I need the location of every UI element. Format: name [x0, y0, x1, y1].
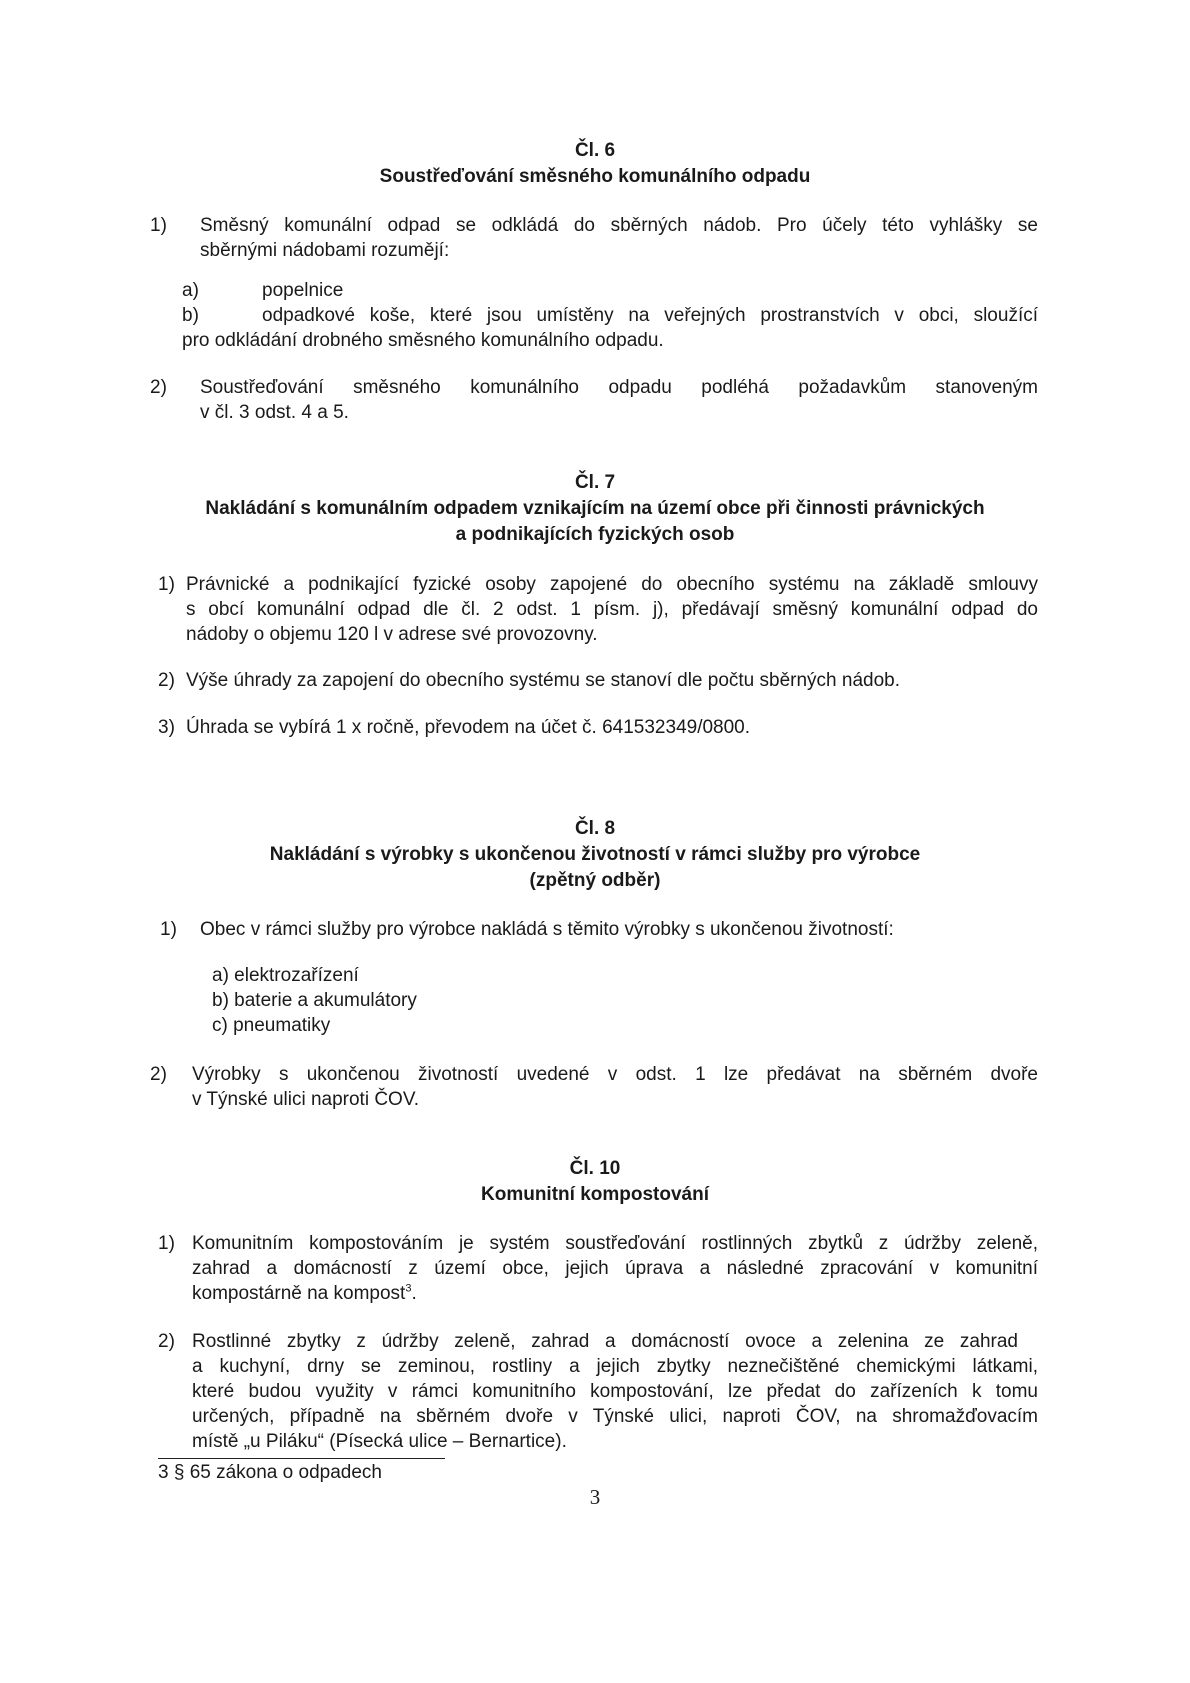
list-letter: a)	[182, 280, 199, 301]
article-number: Čl. 7	[574, 472, 616, 493]
list-letter: b)	[182, 305, 199, 326]
list-item: popelnice	[262, 280, 344, 301]
paragraph-number: 2)	[150, 377, 167, 398]
paragraph-line: v čl. 3 odst. 4 a 5.	[200, 402, 349, 423]
list-item: a) elektrozařízení	[212, 965, 359, 986]
paragraph-line: Soustřeďování směsného komunálního odpadu podléhá požadavkům stanoveným	[200, 377, 1038, 398]
paragraph-number: 2)	[158, 670, 175, 691]
paragraph-text: .	[411, 1283, 417, 1304]
paragraph-number: 3)	[158, 717, 175, 738]
article-title: Komunitní kompostování	[481, 1184, 709, 1205]
article-number: Čl. 8	[574, 818, 616, 839]
footnote-divider	[158, 1458, 445, 1459]
article-title: Soustřeďování směsného komunálního odpadu	[379, 166, 811, 187]
paragraph-line: sběrnými nádobami rozumějí:	[200, 240, 450, 261]
article-number: Čl. 10	[569, 1158, 621, 1179]
paragraph-line: Komunitním kompostováním je systém soustřeďování rostlinných zbytků z údržby zeleně,	[192, 1233, 1038, 1254]
page-number: 3	[589, 1485, 601, 1509]
footnote: 3 § 65 zákona o odpadech	[158, 1462, 382, 1483]
paragraph-line: Směsný komunální odpad se odkládá do sběrných nádob. Pro účely této vyhlášky se	[200, 215, 1038, 236]
article-title: Nakládání s výrobky s ukončenou životností v rámci služby pro výrobce	[269, 844, 921, 865]
article-title: Nakládání s komunálním odpadem vznikajícím na území obce při činnosti právnických	[205, 498, 985, 519]
list-item: b) baterie a akumulátory	[212, 990, 417, 1011]
paragraph-number: 1)	[158, 574, 175, 595]
paragraph-line: Výše úhrady za zapojení do obecního systému se stanoví dle počtu sběrných nádob.	[186, 670, 901, 691]
paragraph-line: a kuchyní, drny se zeminou, rostliny a jejich zbytky neznečištěné chemickými látkami,	[192, 1356, 1038, 1377]
paragraph-text: kompostárně na kompost	[192, 1283, 406, 1304]
paragraph-number: 1)	[160, 919, 177, 940]
article-title: (zpětný odběr)	[529, 870, 661, 891]
article-6-heading	[150, 138, 1040, 190]
paragraph-line: s obcí komunální odpad dle čl. 2 odst. 1 písm. j), předávají směsný komunální odpad do	[186, 599, 1038, 620]
paragraph-line: Obec v rámci služby pro výrobce nakládá s těmito výrobky s ukončenou životností:	[200, 919, 894, 940]
paragraph-line: Právnické a podnikající fyzické osoby zapojené do obecního systému na základě smlouvy	[186, 574, 1038, 595]
paragraph-number: 1)	[158, 1233, 175, 1254]
paragraph-line: místě „u Piláku“ (Písecká ulice – Bernartice).	[192, 1431, 567, 1452]
paragraph-line	[192, 1281, 417, 1306]
paragraph-line: Úhrada se vybírá 1 x ročně, převodem na účet č. 641532349/0800.	[186, 717, 751, 738]
paragraph-line: zahrad a domácností z území obce, jejich úprava a následné zpracování v komunitní	[192, 1258, 1038, 1279]
article-10-heading	[150, 1156, 1040, 1208]
paragraph-line: v Týnské ulici naproti ČOV.	[192, 1089, 420, 1110]
article-8-heading	[150, 816, 1040, 894]
paragraph-number: 1)	[150, 215, 167, 236]
paragraph-line: nádoby o objemu 120 l v adrese své provozovny.	[186, 624, 598, 645]
article-number: Čl. 6	[574, 140, 616, 161]
paragraph-line: Výrobky s ukončenou životností uvedené v odst. 1 lze předávat na sběrném dvoře	[192, 1064, 1038, 1085]
article-title: a podnikajících fyzických osob	[455, 524, 735, 545]
paragraph-line: které budou využity v rámci komunitního kompostování, lze předat do zařízeních k tomu	[192, 1381, 1038, 1402]
paragraph-line: určených, případně na sběrném dvoře v Týnské ulici, naproti ČOV, na shromažďovacím	[192, 1406, 1038, 1427]
footnote-ref: 3	[405, 1282, 412, 1295]
list-item: odpadkové koše, které jsou umístěny na veřejných prostranstvích v obci, sloužící	[262, 305, 1038, 326]
paragraph-number: 2)	[150, 1064, 167, 1085]
list-item: pro odkládání drobného směsného komunálního odpadu.	[182, 330, 664, 351]
list-item: c) pneumatiky	[212, 1015, 331, 1036]
paragraph-number: 2)	[158, 1331, 175, 1352]
paragraph-line: Rostlinné zbytky z údržby zeleně, zahrad a domácností ovoce a zelenina ze zahrad	[192, 1331, 1018, 1352]
article-7-heading	[150, 470, 1040, 548]
